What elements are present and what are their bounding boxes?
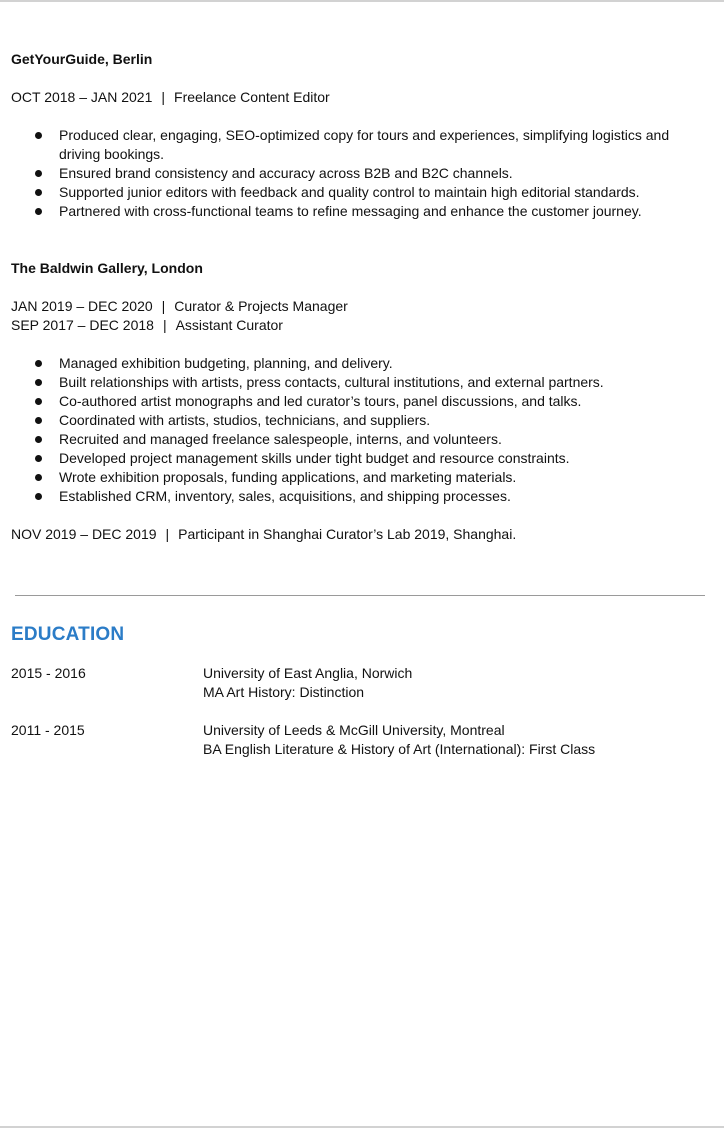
education-institution: University of East Anglia, Norwich (203, 665, 413, 681)
education-degree: MA Art History: Distinction (203, 684, 365, 700)
bullet-text: Developed project management skills under tight budget and resource constraints. (59, 450, 570, 466)
list-item (0, 183, 724, 202)
role-dates: SEP 2017 – DEC 2018 (11, 317, 154, 333)
separator: | (161, 298, 166, 314)
list-item (0, 373, 724, 392)
list-item (0, 392, 724, 411)
bullet-icon (35, 455, 42, 462)
page-top-edge (0, 0, 724, 2)
bullet-text: Partnered with cross-functional teams to refine messaging and enhance the customer journey. (59, 203, 642, 219)
separator: | (165, 526, 170, 542)
role-line (11, 88, 330, 107)
bullet-icon (35, 493, 42, 500)
role-dates: OCT 2018 – JAN 2021 (11, 89, 153, 105)
list-item (0, 164, 724, 183)
bullet-text: Coordinated with artists, studios, technicians, and suppliers. (59, 412, 431, 428)
bullet-icon (35, 474, 42, 481)
bullet-text: Built relationships with artists, press contacts, cultural institutions, and external partners. (59, 374, 604, 390)
bullet-text: Established CRM, inventory, sales, acquisitions, and shipping processes. (59, 488, 511, 504)
section-divider (15, 595, 705, 596)
role-dates: NOV 2019 – DEC 2019 (11, 526, 157, 542)
bullet-icon (35, 132, 42, 139)
bullet-icon (35, 170, 42, 177)
list-item (0, 487, 724, 506)
bullet-text: Ensured brand consistency and accuracy across B2B and B2C channels. (59, 165, 513, 181)
role-title: Curator & Projects Manager (174, 298, 348, 314)
list-item (0, 202, 724, 221)
section-heading-education: EDUCATION (11, 624, 125, 645)
list-item (0, 449, 724, 468)
separator: | (162, 317, 167, 333)
role-dates: JAN 2019 – DEC 2020 (11, 298, 153, 314)
bullet-icon (35, 417, 42, 424)
bullet-icon (35, 360, 42, 367)
role-title: Assistant Curator (175, 317, 283, 333)
bullet-icon (35, 208, 42, 215)
role-title: Freelance Content Editor (174, 89, 330, 105)
bullet-text: Co-authored artist monographs and led curator’s tours, panel discussions, and talks. (59, 393, 582, 409)
role-line (11, 316, 283, 335)
list-item (0, 430, 724, 449)
role-line (11, 297, 348, 316)
bullet-text: Recruited and managed freelance salespeople, interns, and volunteers. (59, 431, 502, 447)
bullet-text: Wrote exhibition proposals, funding applications, and marketing materials. (59, 469, 517, 485)
education-detail (203, 721, 595, 759)
bullet-list (0, 354, 724, 506)
employer-name: The Baldwin Gallery, London (11, 260, 203, 276)
education-institution: University of Leeds & McGill University, Montreal (203, 722, 505, 738)
bullet-icon (35, 379, 42, 386)
role-title: Participant in Shanghai Curator’s Lab 2019, Shanghai. (178, 526, 517, 542)
list-item (0, 411, 724, 430)
education-years: 2015 - 2016 (11, 665, 86, 681)
bullet-list (0, 126, 724, 221)
bullet-text: Supported junior editors with feedback and quality control to maintain high editorial standards. (59, 184, 640, 200)
education-degree: BA English Literature & History of Art (International): First Class (203, 741, 596, 757)
role-line (11, 525, 516, 544)
education-detail (203, 664, 412, 702)
list-item (0, 468, 724, 487)
separator: | (161, 89, 166, 105)
employer-name: GetYourGuide, Berlin (11, 51, 153, 67)
list-item (0, 354, 724, 373)
page-bottom-edge (0, 1126, 724, 1128)
list-item (0, 126, 724, 164)
bullet-icon (35, 189, 42, 196)
bullet-icon (35, 398, 42, 405)
bullet-icon (35, 436, 42, 443)
bullet-text: Produced clear, engaging, SEO-optimized copy for tours and experiences, simplifying logistics and driving bookings. (59, 127, 670, 162)
education-years: 2011 - 2015 (11, 722, 85, 738)
bullet-text: Managed exhibition budgeting, planning, and delivery. (59, 355, 393, 371)
